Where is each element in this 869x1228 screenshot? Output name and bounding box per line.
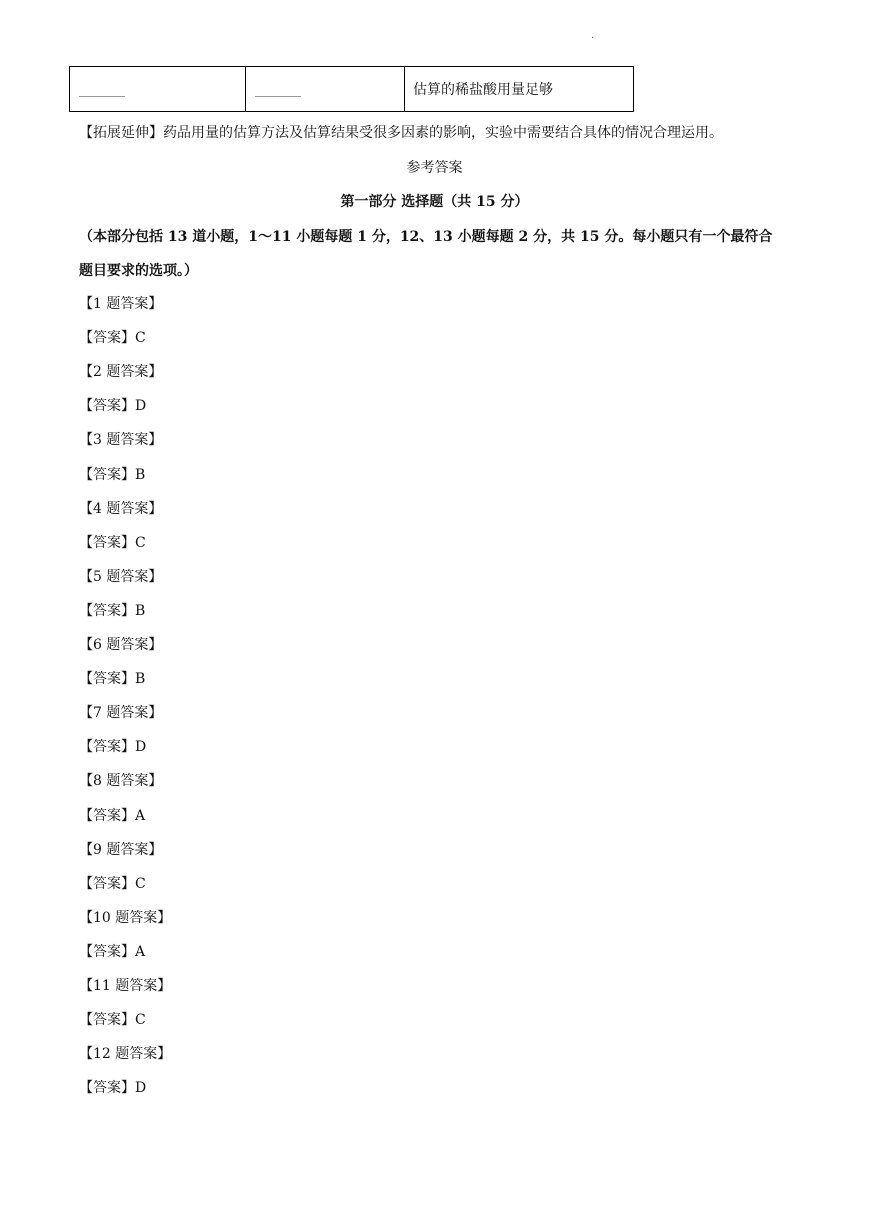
answer-heading: 【6 题答案】 bbox=[79, 637, 163, 653]
answer-value: 【答案】B bbox=[79, 466, 146, 483]
answer-value: 【答案】D bbox=[79, 398, 147, 415]
part-description-line-2: 题目要求的选项。） bbox=[79, 263, 198, 279]
table-row bbox=[70, 67, 634, 112]
table-cell-blank-2 bbox=[246, 67, 405, 112]
answer-value: 【答案】A bbox=[79, 807, 146, 824]
reference-title: 参考答案 bbox=[406, 160, 463, 176]
extension-note: 【拓展延伸】药品用量的估算方法及估算结果受很多因素的影响，实验中需要结合具体的情况合理运用。 bbox=[79, 125, 723, 141]
answer-heading: 【5 题答案】 bbox=[79, 568, 163, 585]
answer-heading: 【8 题答案】 bbox=[79, 773, 163, 790]
answer-heading: 【11 题答案】 bbox=[79, 978, 172, 994]
table-cell-blank-1 bbox=[70, 67, 246, 112]
answer-value: 【答案】C bbox=[79, 875, 146, 892]
part-title: 第一部分 选择题（共 15 分） bbox=[340, 194, 529, 210]
answer-value: 【答案】C bbox=[79, 1012, 146, 1029]
answer-heading: 【2 题答案】 bbox=[79, 364, 163, 381]
answer-table bbox=[69, 66, 634, 112]
table-cell-conclusion: 估算的稀盐酸用量足够 bbox=[405, 67, 634, 112]
answer-value: 【答案】C bbox=[79, 534, 146, 551]
answer-heading: 【10 题答案】 bbox=[79, 909, 172, 926]
answer-heading: 【3 题答案】 bbox=[79, 432, 163, 449]
top-mark: . bbox=[591, 30, 595, 41]
answer-value: 【答案】B bbox=[79, 602, 146, 619]
answer-value: 【答案】D bbox=[79, 1080, 147, 1097]
answer-heading: 【12 题答案】 bbox=[79, 1046, 172, 1063]
answer-heading: 【7 题答案】 bbox=[79, 705, 163, 722]
fill-in-blank bbox=[255, 96, 301, 97]
answer-heading: 【1 题答案】 bbox=[79, 296, 163, 312]
answer-value: 【答案】A bbox=[79, 943, 146, 960]
answer-heading: 【4 题答案】 bbox=[79, 500, 163, 517]
part-description-line-1: （本部分包括 13 道小题，1～11 小题每题 1 分，12、13 小题每题 2 分，共 15 分。每小题只有一个最符合 bbox=[79, 229, 773, 245]
answer-value: 【答案】D bbox=[79, 739, 147, 756]
fill-in-blank bbox=[79, 96, 125, 97]
answer-value: 【答案】B bbox=[79, 671, 146, 688]
answer-value: 【答案】C bbox=[79, 330, 146, 347]
answer-heading: 【9 题答案】 bbox=[79, 841, 163, 858]
